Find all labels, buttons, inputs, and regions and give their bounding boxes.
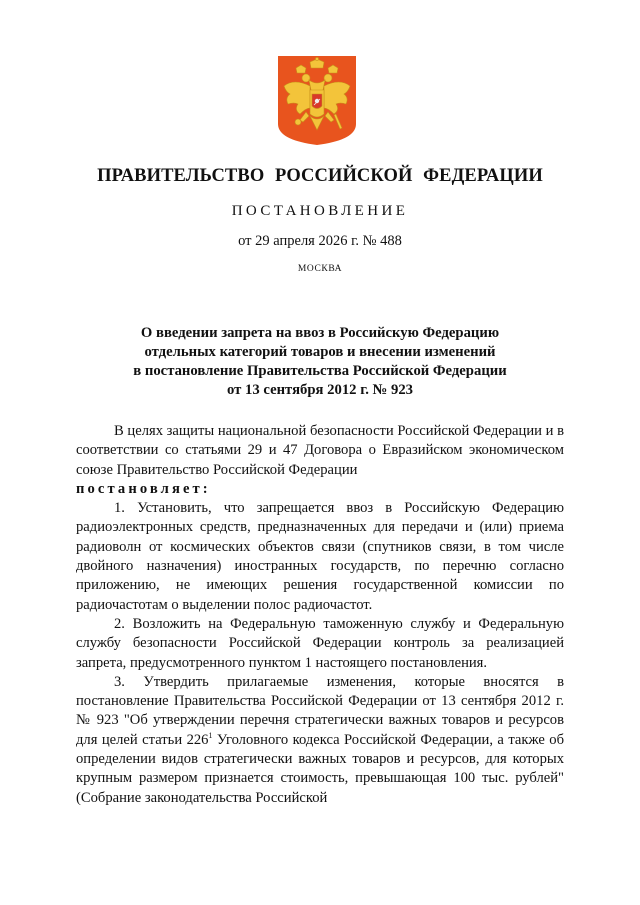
heading-line: отдельных категорий товаров и внесении изменений (144, 344, 496, 360)
item-2-paragraph: 2. Возложить на Федеральную таможенную службу и Федеральную службу безопасности Российской Федерации контроль за реализацией запрета, предусмотренного пунктом 1 настоящего постановления. (76, 615, 564, 671)
document-date-number: от 29 апреля 2026 г. № 488 (238, 233, 402, 249)
document-heading (80, 324, 560, 400)
heading-line: О введении запрета на ввоз в Российскую Федерацию (140, 325, 500, 341)
preamble-paragraph: В целях защиты национальной безопасности Российской Федерации и в соответствии со статьями 29 и 47 Договора о Евразийском экономическом союзе Правительство Российской Федерации (76, 423, 564, 478)
heading-line: в постановление Правительства Российской Федерации (133, 363, 507, 379)
document-city: МОСКВА (297, 264, 343, 274)
document-type: ПОСТАНОВЛЕНИЕ (231, 203, 409, 219)
resolves-paragraph (76, 480, 564, 499)
resolves-word: постановляет: (76, 480, 211, 497)
item-3-text-start: 3. Утвердить прилагаемые изменения, которые вносятся в постановление Правительства Российской Федерации от 13 сентября 2012 г. № 923 "Об утверждении перечня стратегически важных товаров и ресурсов для целей статьи 226 (76, 673, 564, 748)
item-3-paragraph (76, 673, 564, 808)
government-title: ПРАВИТЕЛЬСТВО РОССИЙСКОЙ ФЕДЕРАЦИИ (97, 166, 543, 186)
article-superscript: 1 (208, 730, 213, 740)
document-body (76, 422, 564, 808)
coat-of-arms-emblem (276, 56, 358, 145)
item-3-text-end: Уголовного кодекса Российской Федерации, а также об определении видов стратегически важных товаров и ресурсов, для которых крупным размером признается стоимость, превышающая 100 тыс. рублей" (Собрание законодательства Российской (76, 731, 564, 806)
item-1-paragraph: 1. Установить, что запрещается ввоз в Российскую Федерацию радиоэлектронных средств, предназначенных для передачи и (или) приема радиоволн от космических объектов связи (спутников связи, в том числе двойного назначения) иностранных государств, по перечню согласно приложению, не имеющих решения государственной комиссии по радиочастотам о выделении полос радиочастот. (76, 500, 564, 613)
heading-line: от 13 сентября 2012 г. № 923 (226, 382, 414, 398)
